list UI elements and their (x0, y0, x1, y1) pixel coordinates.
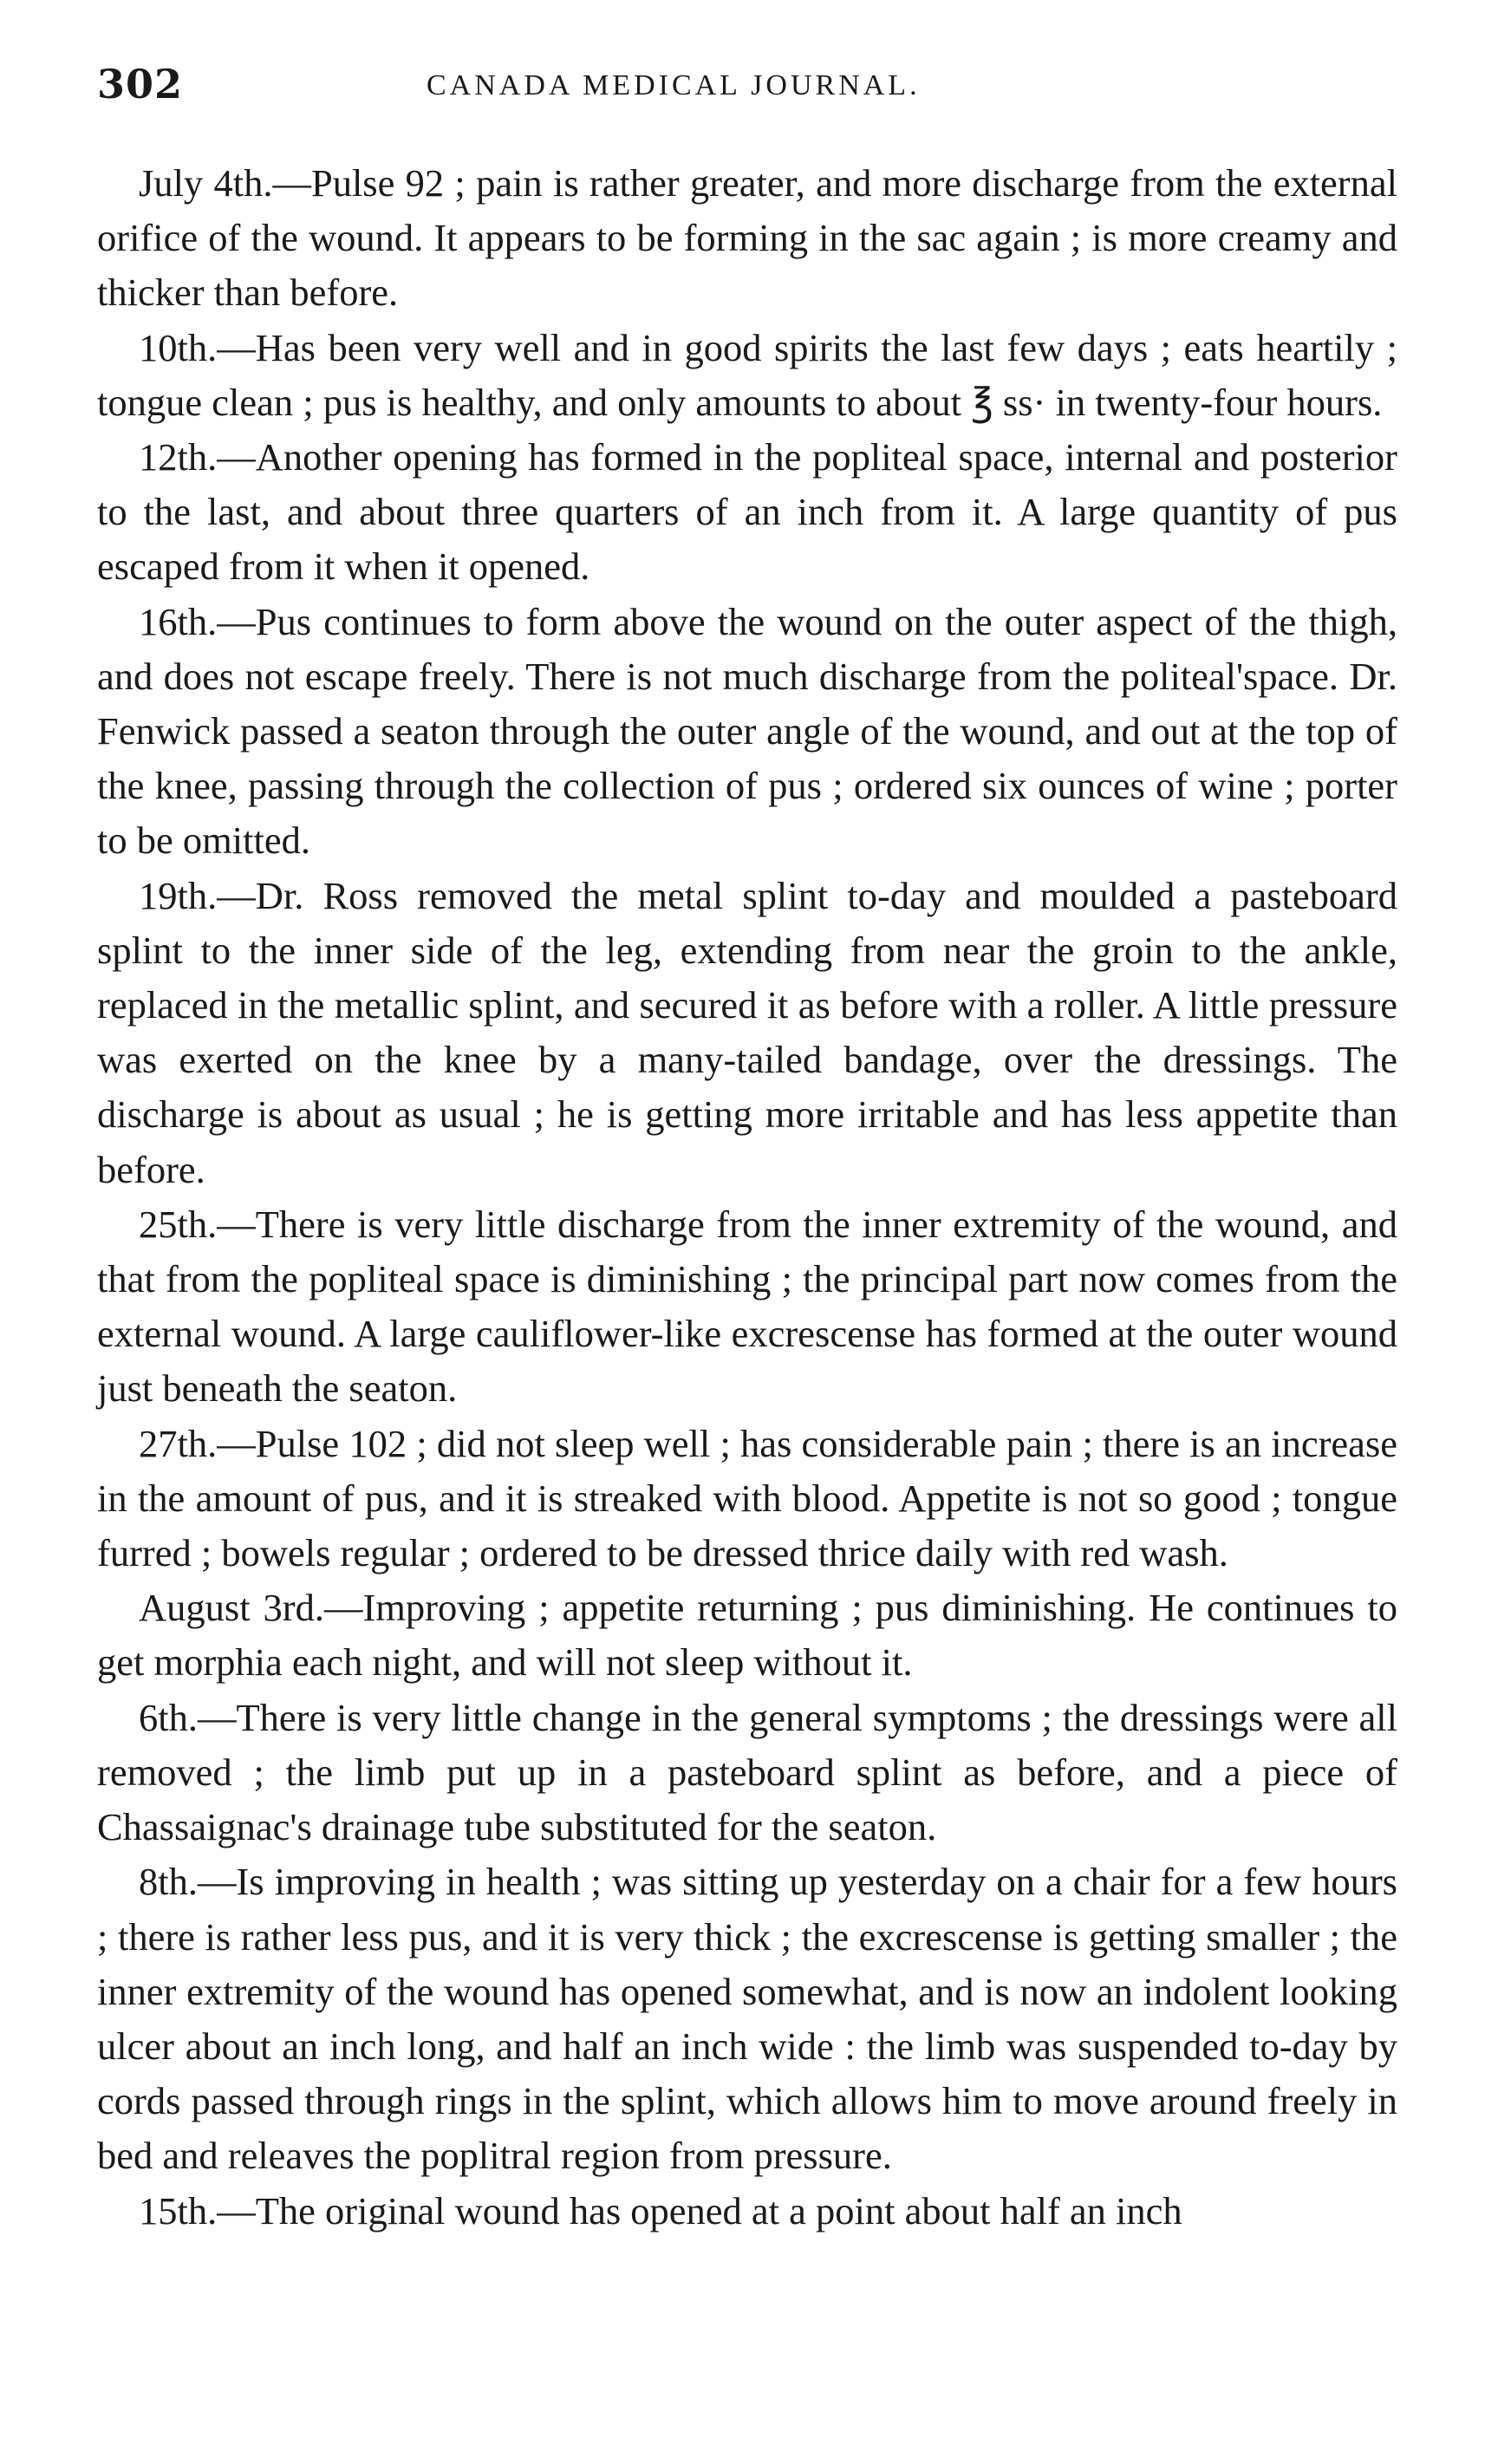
paragraph-25th: 25th.—There is very little discharge from the inner extremity of the wound, and that from the popliteal space is diminishing ; the principal part now comes from the external wound. A large cauliflower-like excrescense has formed at the outer wound just beneath the seaton. (97, 1202, 1397, 1411)
page-header (97, 52, 1397, 130)
paragraph-27th: 27th.—Pulse 102 ; did not sleep well ; has considerable pain ; there is an increase in the amount of pus, and it is streaked with blood. Appetite is not so good ; tongue furred ; bowels regular ; ordered to be dressed thrice daily with red wash. (97, 1421, 1397, 1575)
paragraph-august-3rd: August 3rd.—Improving ; appetite returning ; pus diminishing. He continues to get morphia each night, and will not sleep without it. (97, 1586, 1397, 1685)
paragraph-16th: 16th.—Pus continues to form above the wound on the outer aspect of the thigh, and does not escape freely. There is not much discharge from the politeal'space. Dr. Fenwick passed a seaton through the outer angle of the wound, and out at the top of the knee, passing through the collection of pus ; ordered six ounces of wine ; porter to be omitted. (97, 599, 1397, 863)
paragraph-july-4: July 4th.—Pulse 92 ; pain is rather greater, and more discharge from the external orifice of the wound. It appears to be forming in the sac again ; is more creamy and thicker than before. (97, 161, 1397, 315)
paragraph-15th: 15th.—The original wound has opened at a point about half an inch (139, 2188, 1182, 2233)
paragraph-8th: 8th.—Is improving in health ; was sitting up yesterday on a chair for a few hours ; there is rather less pus, and it is very thick ; the excrescense is getting smaller ; the inner extremity of the wound has opened somewhat, and is now an indolent looking ulcer about an inch long, and half an inch wide : the limb was suspended to-day by cords passed through rings in the splint, which allows him to move around freely in bed and releaves the poplitral region from pressure. (97, 1860, 1397, 2178)
paragraph-19th: 19th.—Dr. Ross removed the metal splint to-day and moulded a pasteboard splint to the inner side of the leg, extending from near the groin to the ankle, replaced in the metallic splint, and secured it as before with a roller. A little pressure was exerted on the knee by a many-tailed bandage, over the dressings. The discharge is about as usual ; he is getting more irritable and has less appetite than before. (97, 873, 1397, 1191)
paragraph-10th: 10th.—Has been very well and in good spirits the last few days ; eats heartily ; tongue clean ; pus is healthy, and only amounts to about ℥ ss· in twenty-four hours. (97, 325, 1397, 424)
page-number: 302 (97, 61, 184, 108)
article-body (97, 156, 1397, 2239)
running-head: CANADA MEDICAL JOURNAL. (427, 69, 921, 101)
paragraph-6th: 6th.—There is very little change in the general symptoms ; the dressings were all removed ; the limb put up in a pasteboard splint as before, and a piece of Chassaignac's drainage tube substituted for the seaton. (97, 1695, 1397, 1849)
paragraph-12th: 12th.—Another opening has formed in the popliteal space, internal and posterior to the last, and about three quarters of an inch from it. A large quantity of pus escaped from it when it opened. (97, 435, 1397, 589)
